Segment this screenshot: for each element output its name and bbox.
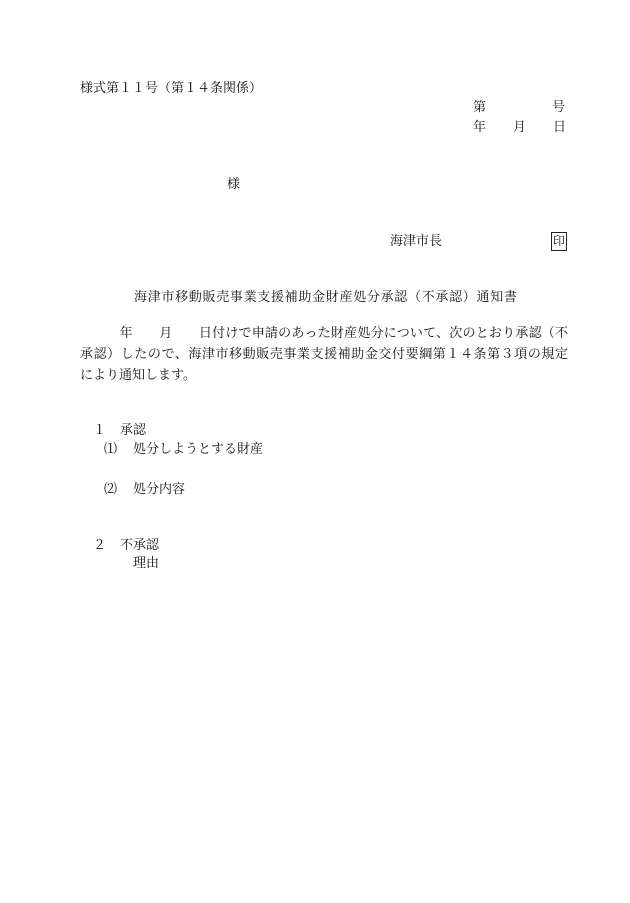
document-title: 海津市移動販売事業支援補助金財産処分承認（不承認）通知書 bbox=[134, 290, 518, 305]
date-day: 日 bbox=[553, 120, 567, 135]
date-year: 年 bbox=[473, 120, 487, 135]
section-1-item-2-number: ⑵ bbox=[104, 482, 118, 497]
section-2-reason-label: 理由 bbox=[133, 556, 160, 571]
document-number-suffix: 号 bbox=[552, 100, 566, 115]
body-line-1: 年 月 日付けで申請のあった財産処分について、次のとおり承認（不 bbox=[80, 326, 568, 341]
section-1-item-1-number: ⑴ bbox=[104, 442, 118, 457]
section-1-item-2-label: 処分内容 bbox=[133, 482, 186, 497]
body-line-3: により通知します。 bbox=[80, 368, 196, 383]
section-1-label: 承認 bbox=[120, 423, 147, 438]
form-number: 様式第１１号（第１４条関係） bbox=[80, 81, 263, 96]
section-2-number: ２ bbox=[93, 538, 107, 553]
section-1-item-1-label: 処分しようとする財産 bbox=[133, 442, 264, 457]
addressee-honorific: 様 bbox=[227, 177, 241, 192]
body-line-2: 承認）したので、海津市移動販売事業支援補助金交付要綱第１４条第３項の規定 bbox=[80, 347, 568, 362]
seal-box: 印 bbox=[551, 232, 567, 251]
issuer-name: 海津市長 bbox=[390, 234, 443, 249]
section-2-label: 不承認 bbox=[120, 538, 160, 553]
document-number-prefix: 第 bbox=[473, 100, 487, 115]
date-month: 月 bbox=[513, 120, 527, 135]
section-1-number: １ bbox=[93, 423, 107, 438]
